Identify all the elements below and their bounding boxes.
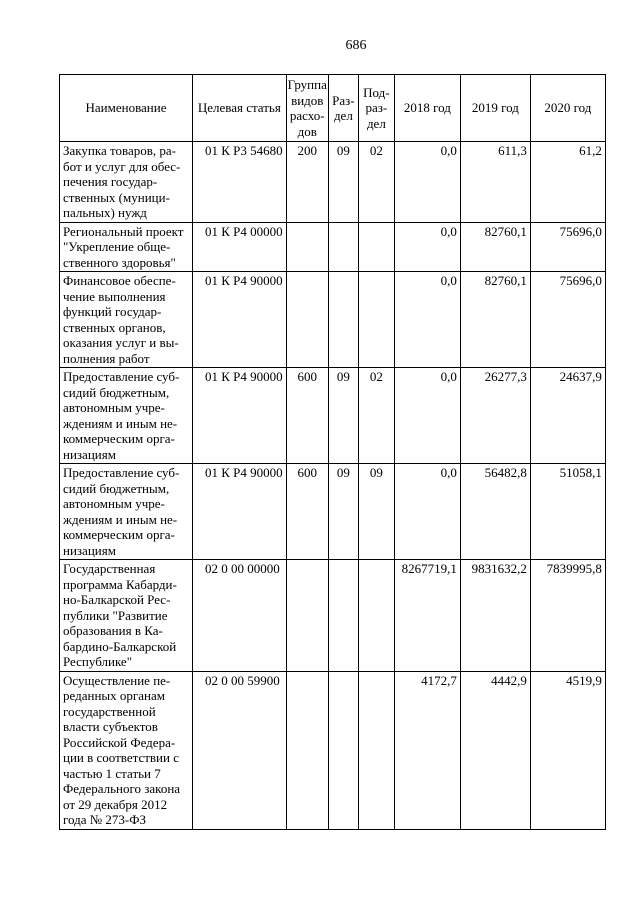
row-target: 01 К Р4 90000 [193,464,287,560]
row-2018: 0,0 [394,464,460,560]
table-row [60,142,606,223]
row-2018: 4172,7 [394,671,460,829]
table-row [60,222,606,272]
row-name: Осуществление пе-реданных органам государственной власти субъектов Российской Федера-ции в соответствии с частью 1 статьи 7 Федерального закона от 29 декабря 2012 года № 273-ФЗ [60,671,193,829]
row-2020: 51058,1 [530,464,605,560]
row-section [328,222,358,272]
header-2018: 2018 год [394,75,460,142]
header-2019: 2019 год [460,75,530,142]
row-name: Финансовое обеспе-чение выполнения функций государ-ственных органов, оказания услуг и вы-полнения работ [60,272,193,368]
row-target: 01 К Р3 54680 [193,142,287,223]
row-subsection [358,671,394,829]
row-subsection [358,222,394,272]
row-2018: 0,0 [394,142,460,223]
row-2020: 24637,9 [530,368,605,464]
row-section [328,272,358,368]
row-group [286,272,328,368]
row-group: 600 [286,464,328,560]
row-name: Предоставление суб-сидий бюджетным, автономным учре-ждениям и иным не-коммерческим орга-низациям [60,368,193,464]
row-subsection [358,560,394,672]
row-2019: 9831632,2 [460,560,530,672]
row-subsection: 02 [358,368,394,464]
row-name: Региональный проект "Укрепление обще-ственного здоровья" [60,222,193,272]
row-section: 09 [328,142,358,223]
row-2020: 75696,0 [530,272,605,368]
row-2019: 26277,3 [460,368,530,464]
row-section [328,560,358,672]
header-section: Раз-дел [328,75,358,142]
row-2019: 56482,8 [460,464,530,560]
row-2020: 75696,0 [530,222,605,272]
row-2018: 0,0 [394,272,460,368]
row-2020: 4519,9 [530,671,605,829]
row-group: 200 [286,142,328,223]
header-2020: 2020 год [530,75,605,142]
header-subsection: Под-раз-дел [358,75,394,142]
header-group: Группа видов расхо-дов [286,75,328,142]
table-row [60,272,606,368]
row-target: 01 К Р4 00000 [193,222,287,272]
row-section [328,671,358,829]
row-name: Предоставление суб-сидий бюджетным, автономным учре-ждениям и иным не-коммерческим орга-низациям [60,464,193,560]
header-target: Целевая статья [193,75,287,142]
header-row [60,75,606,142]
row-group [286,222,328,272]
table-row [60,560,606,672]
header-name: Наименование [60,75,193,142]
row-name: Закупка товаров, ра-бот и услуг для обес-печения государ-ственных (муници-пальных) нужд [60,142,193,223]
row-target: 02 0 00 00000 [193,560,287,672]
row-2019: 82760,1 [460,272,530,368]
row-group: 600 [286,368,328,464]
row-name: Государственная программа Кабарди-но-Балкарской Рес-публики "Развитие образования в Ка-бардино-Балкарской Республике" [60,560,193,672]
row-2020: 7839995,8 [530,560,605,672]
row-2018: 0,0 [394,222,460,272]
table-row [60,671,606,829]
row-group [286,671,328,829]
row-target: 01 К Р4 90000 [193,368,287,464]
table-row [60,464,606,560]
row-2019: 4442,9 [460,671,530,829]
row-group [286,560,328,672]
row-2020: 61,2 [530,142,605,223]
row-section: 09 [328,464,358,560]
row-2019: 611,3 [460,142,530,223]
budget-table [59,74,606,830]
row-subsection [358,272,394,368]
row-subsection: 02 [358,142,394,223]
page-number: 686 [345,38,367,53]
row-target: 01 К Р4 90000 [193,272,287,368]
row-target: 02 0 00 59900 [193,671,287,829]
row-2018: 8267719,1 [394,560,460,672]
row-2019: 82760,1 [460,222,530,272]
row-section: 09 [328,368,358,464]
row-subsection: 09 [358,464,394,560]
row-2018: 0,0 [394,368,460,464]
table-row [60,368,606,464]
